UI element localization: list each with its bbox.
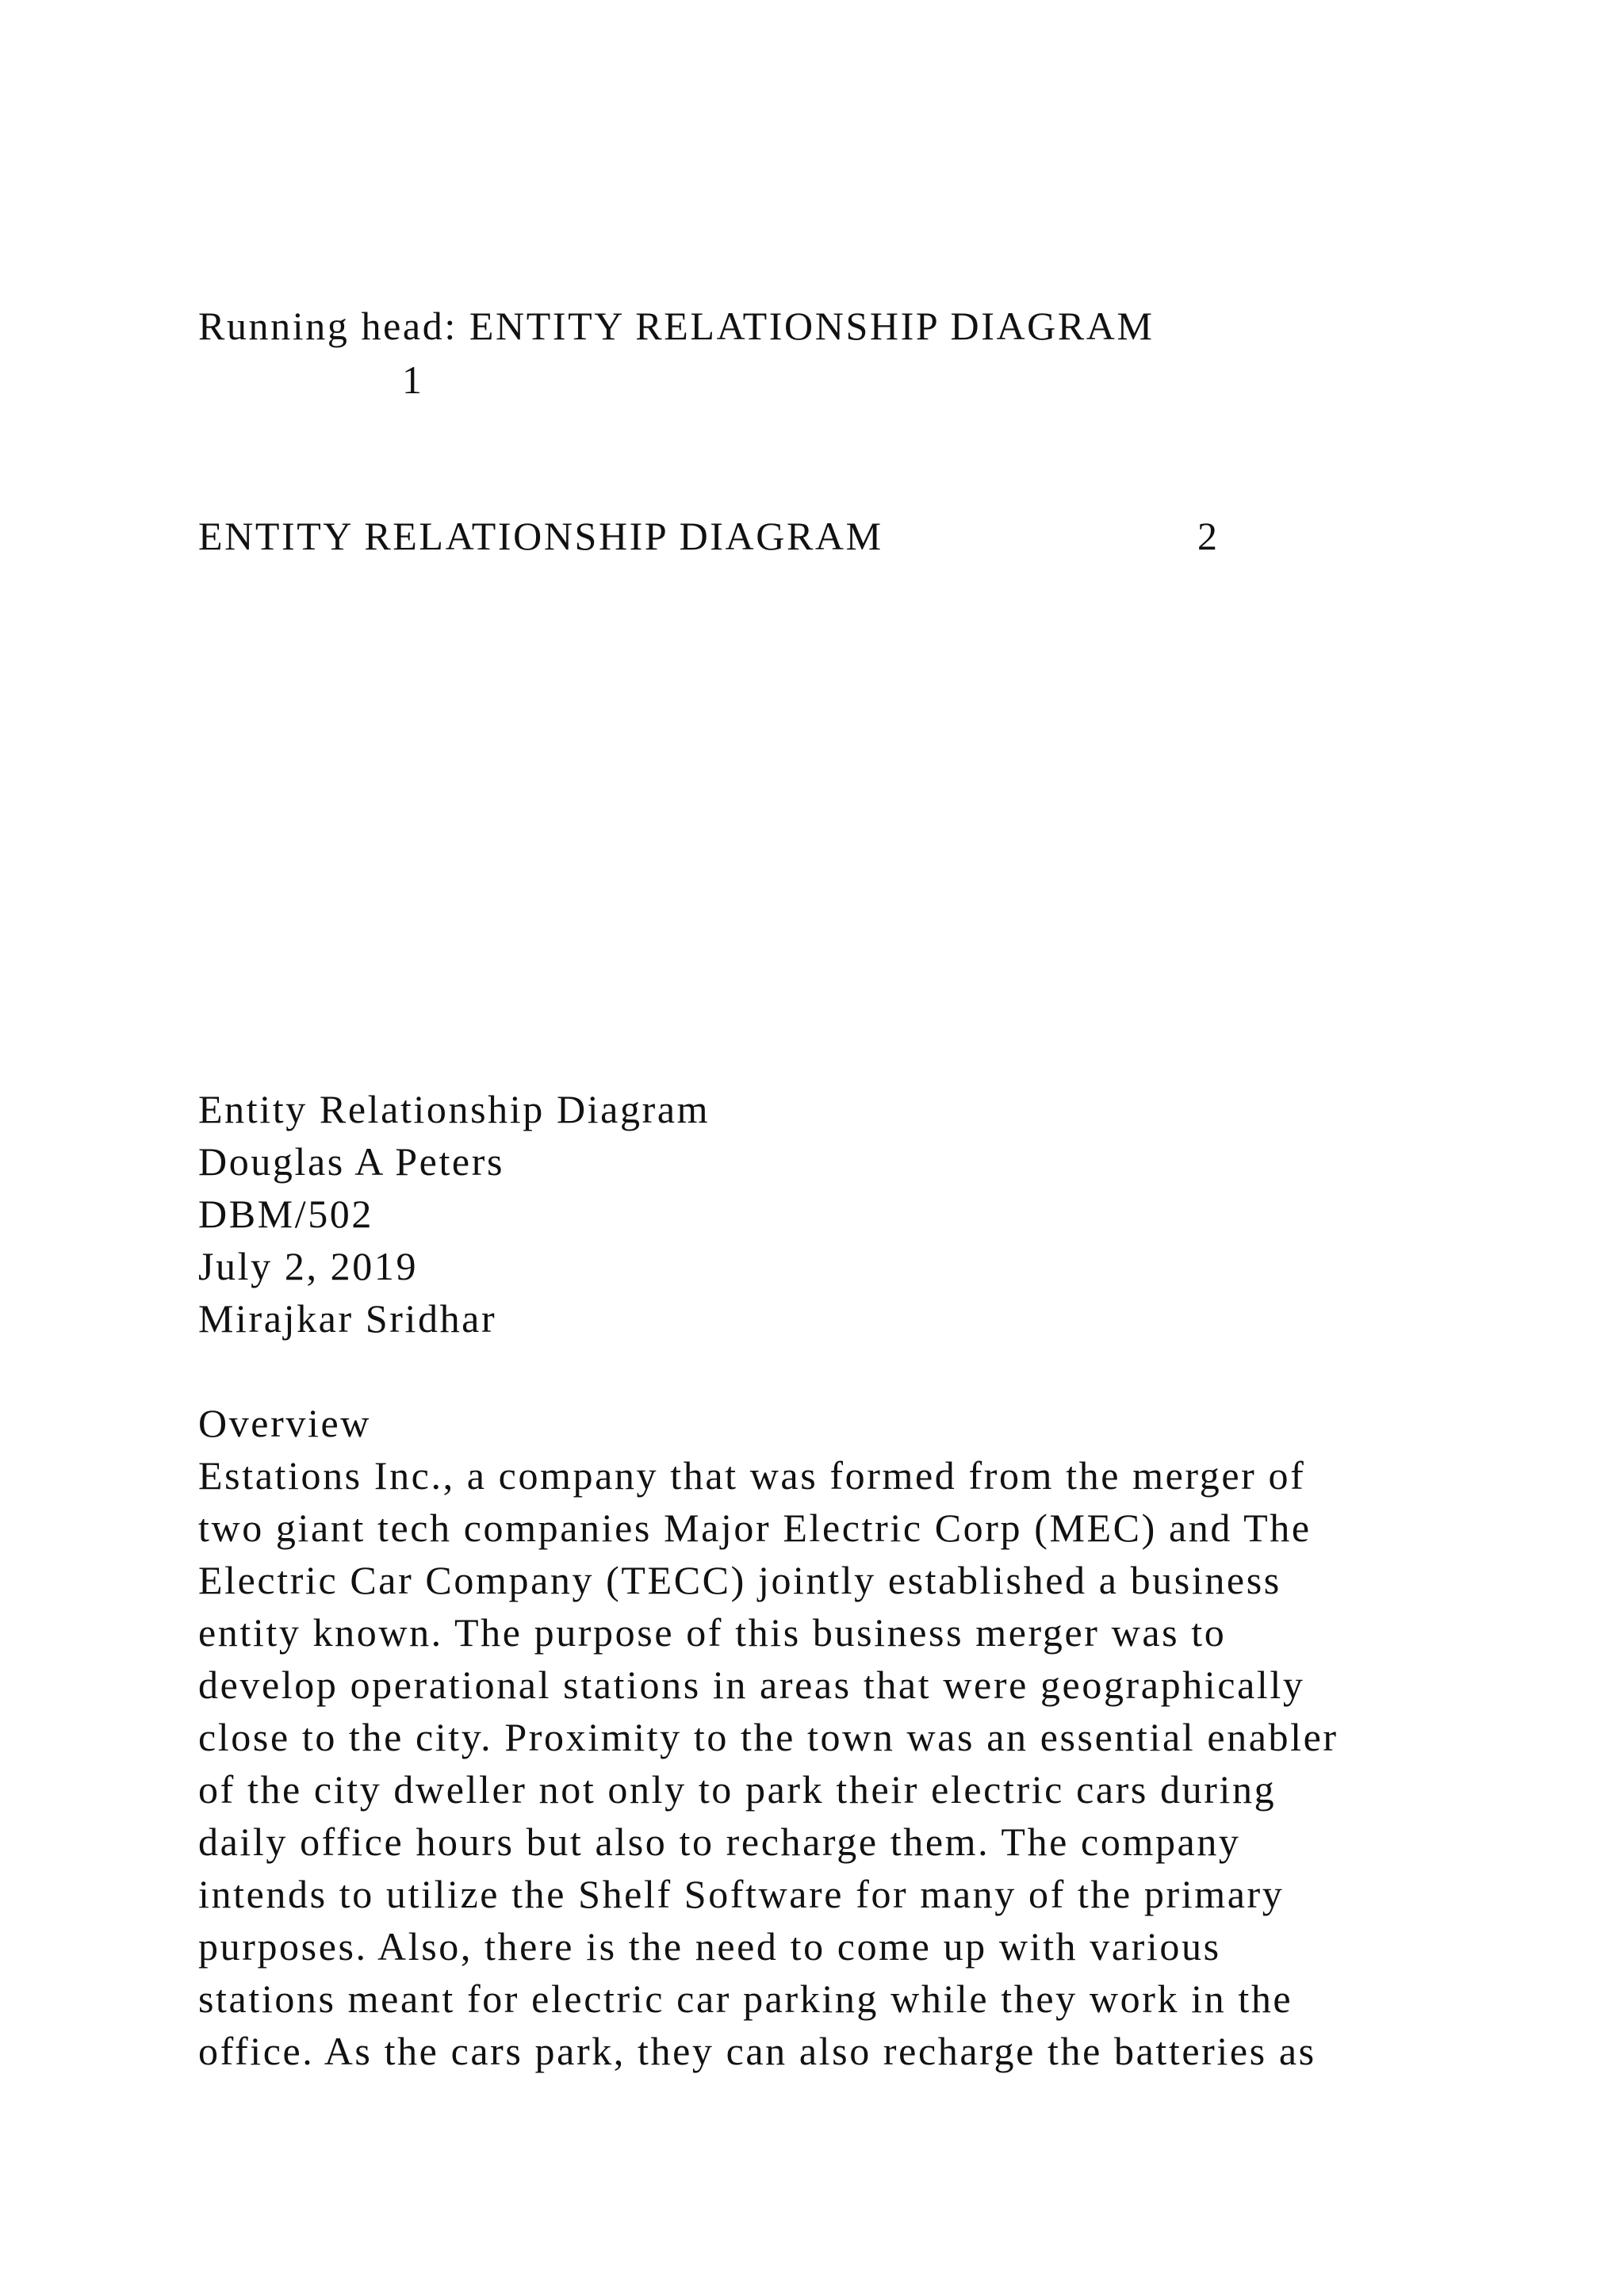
paragraph-line: of the city dweller not only to park their electric cars during [198, 1767, 1277, 1812]
paragraph-line: stations meant for electric car parking while they work in the [198, 1976, 1293, 2021]
running-head: Running head: ENTITY RELATIONSHIP DIAGRAM [198, 304, 1155, 348]
paragraph-line: office. As the cars park, they can also recharge the batteries as [198, 2029, 1316, 2073]
page-number-2: 2 [1197, 514, 1217, 558]
short-title-header: ENTITY RELATIONSHIP DIAGRAM [198, 514, 883, 558]
paragraph-line: Electric Car Company (TECC) jointly established a business [198, 1558, 1281, 1602]
page-number-1: 1 [402, 358, 422, 402]
paragraph-line: intends to utilize the Shelf Software for many of the primary [198, 1872, 1285, 1916]
course-code: DBM/502 [198, 1192, 374, 1236]
paragraph-line: entity known. The purpose of this business merger was to [198, 1610, 1227, 1655]
paragraph-line: daily office hours but also to recharge them. The company [198, 1820, 1241, 1864]
author-name: Douglas A Peters [198, 1139, 505, 1184]
paper-title: Entity Relationship Diagram [198, 1087, 710, 1131]
paragraph-line: close to the city. Proximity to the town was an essential enabler [198, 1715, 1339, 1759]
paragraph-line: purposes. Also, there is the need to come up with various [198, 1924, 1221, 1969]
instructor-name: Mirajkar Sridhar [198, 1296, 497, 1341]
paragraph-line: develop operational stations in areas that were geographically [198, 1663, 1305, 1707]
section-heading: Overview [198, 1401, 371, 1445]
paragraph-line: Estations Inc., a company that was formed from the merger of [198, 1453, 1306, 1498]
paper-date: July 2, 2019 [198, 1244, 419, 1288]
paragraph-line: two giant tech companies Major Electric Corp (MEC) and The [198, 1506, 1312, 1550]
